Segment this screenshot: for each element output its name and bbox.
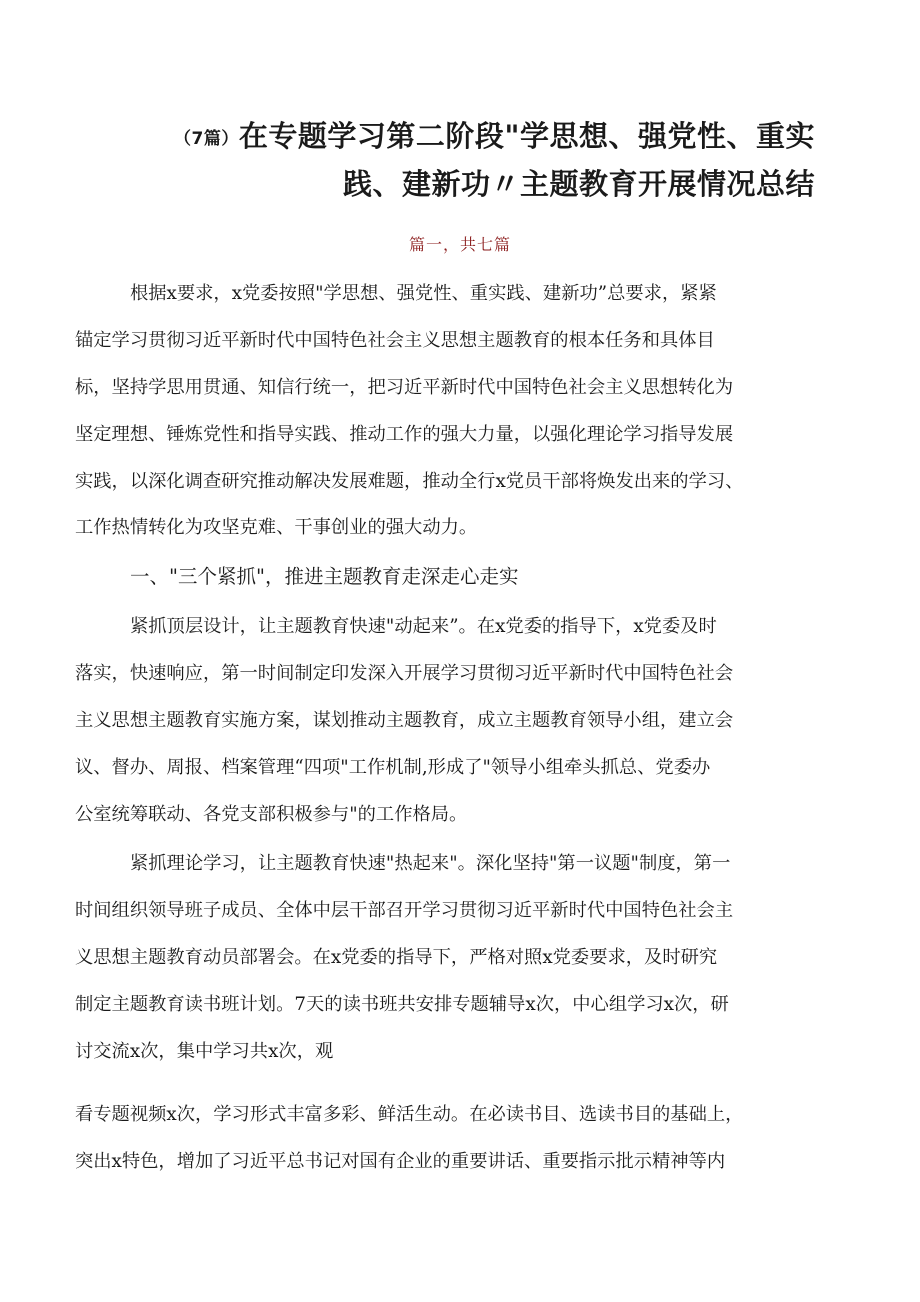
- body-line-11: 公室统筹联动、各党支部积极参与"的工作格局。: [75, 804, 468, 825]
- body-line-13: 时间组织领导班子成员、全体中层干部召开学习贯彻习近平新时代中国特色社会主: [75, 900, 734, 921]
- body-line-4: 坚定理想、锤炼党性和指导实践、推动工作的强大力量，以强化理论学习指导发展: [75, 424, 734, 445]
- body-line-15: 制定主题教育读书班计划。7天的读书班共安排专题辅导x次，中心组学习x次，研: [75, 994, 729, 1015]
- body-line-5: 实践，以深化调查研究推动解决发展难题，推动全行x党员干部将焕发出来的学习、: [75, 471, 744, 492]
- body-line-14: 义思想主题教育动员部署会。在x党委的指导下，严格对照x党委要求，及时研究: [75, 947, 718, 968]
- body-line-8: 落实，快速响应，第一时间制定印发深入开展学习贯彻习近平新时代中国特色社会: [75, 663, 734, 684]
- body-line-16: 讨交流x次，集中学习共x次，观: [75, 1041, 334, 1062]
- body-line-6: 工作热情转化为攻坚克难、干事创业的强大动力。: [75, 517, 478, 538]
- body-line-17: 看专题视频x次，学习形式丰富多彩、鲜活生动。在必读书目、选读书目的基础上，: [75, 1104, 744, 1125]
- body-line-7: 紧抓顶层设计，让主题教育快速"动起来”。在x党委的指导下，x党委及时: [130, 616, 717, 637]
- body-line-1: 根据x要求，x党委按照"学思想、强党性、重实践、建新功”总要求，紧紧: [130, 283, 717, 304]
- body-line-9: 主义思想主题教育实施方案，谋划推动主题教育，成立主题教育领导小组，建立会: [75, 710, 734, 731]
- body-line-2: 锚定学习贯彻习近平新时代中国特色社会主义思想主题教育的根本任务和具体目: [75, 330, 715, 351]
- document-subtitle: 篇一，共七篇: [408, 235, 511, 254]
- title-line-1-text: 在专题学习第二阶段"学思想、强党性、重实: [238, 119, 815, 153]
- body-line-12: 紧抓理论学习，让主题教育快速"热起来"。深化坚持"第一议题"制度，第一: [130, 853, 731, 874]
- title-prefix: （7篇）: [174, 129, 239, 149]
- body-line-18: 突出x特色，增加了习近平总书记对国有企业的重要讲话、重要指示批示精神等内: [75, 1151, 726, 1172]
- document-title-line-1: [174, 114, 815, 155]
- document-title-line-2: 践、建新功〃主题教育开展情况总结: [342, 167, 815, 201]
- body-line-10: 议、督办、周报、档案管理“四项"工作机制,形成了"领导小组牵头抓总、党委办: [75, 757, 711, 778]
- section-heading-1: 一、"三个紧抓"，推进主题教育走深走心走实: [130, 565, 519, 588]
- body-line-3: 标，坚持学思用贯通、知信行统一，把习近平新时代中国特色社会主义思想转化为: [75, 377, 734, 398]
